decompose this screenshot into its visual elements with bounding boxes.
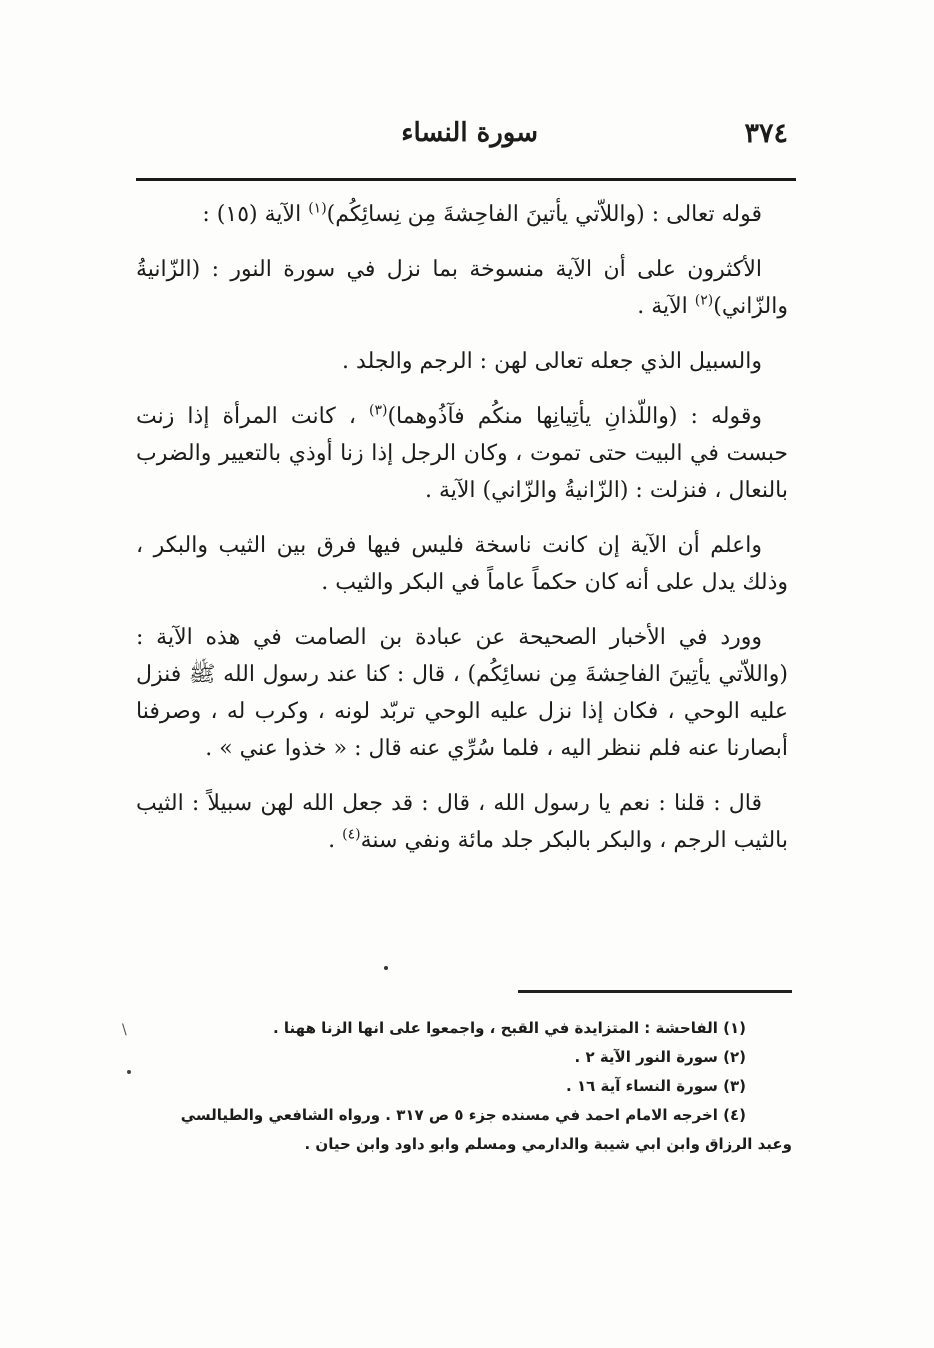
body-text <box>136 196 788 873</box>
margin-speck <box>127 1070 131 1074</box>
paragraph-verse-16: وقوله : (واللّذانِ يأتِيانِها منكُم فآذُوهما)$^{(٣)}$ ، كانت المرأة إذا زنت حبست في البيت حتى تموت ، وكان الرجل إذا زنا أوذي بالتعيير والضرب بالنعال ، فنزلت : (الزّانيةُ والزّاني) الآية . <box>136 402 788 503</box>
paragraph-hadith: وورد في الأخبار الصحيحة عن عبادة بن الصامت في هذه الآية : (واللاّتي يأتِينَ الفاحِشةَ مِن نسائِكُم) ، قال : كنا عند رسول الله ﷺ فنزل عليه الوحي ، فكان إذا نزل عليه الوحي تربّد لونه ، وكرب له ، وصرفنا أبصارنا عنه فلم ننظر اليه ، فلما سُرِّي عنه قال : « خذوا عني » . <box>136 625 788 761</box>
page-header <box>140 118 796 162</box>
paragraph-verse-15: قوله تعالى : (واللاّتي يأتينَ الفاحِشةَ مِن نِسائِكُم)$^{(١)}$ الآية (١٥) : <box>202 200 762 227</box>
footnote-rule <box>518 990 792 993</box>
footnote-2: (٢) سورة النور الآية ٢ . <box>574 1048 746 1066</box>
footnote-1: (١) الفاحشة : المتزايدة في القبح ، واجمعوا على انها الزنا ههنا . <box>272 1019 746 1037</box>
footnotes <box>136 1014 792 1159</box>
paragraph-general-ruling: واعلم أن الآية إن كانت ناسخة فليس فيها فرق بين الثيب والبكر ، وذلك يدل على أنه كان حكماً عاماً في البكر والثيب . <box>136 533 788 595</box>
paragraph-ruling: قال : قلنا : نعم يا رسول الله ، قال : قد جعل الله لهن سبيلاً : الثيب بالثيب الرجم ، والبكر بالبكر جلد مائة ونفي سنة$^{(٤)}$ . <box>136 791 788 853</box>
ink-speck <box>384 966 388 970</box>
margin-mark: \ <box>122 1022 127 1038</box>
footnote-4: (٤) اخرجه الامام احمد في مسنده جزء ٥ ص ٣١٧ . ورواه الشافعي والطيالسي <box>180 1106 746 1124</box>
footnote-ref-3: (٣) <box>368 402 388 419</box>
header-rule <box>136 178 796 181</box>
footnote-3: (٣) سورة النساء آية ١٦ . <box>566 1077 746 1095</box>
footnote-ref-4: (٤) <box>342 826 361 843</box>
paragraph-abrogation: الأكثرون على أن الآية منسوخة بما نزل في سورة النور : (الزّانيةُ والزّاني)$^{(٢)}$ الآية . <box>136 257 788 319</box>
footnote-4-continued: وعبد الرزاق وابن ابي شيبة والدارمي ومسلم وابو داود وابن حيان . <box>304 1135 792 1153</box>
running-title: سورة النساء <box>401 118 538 148</box>
footnote-ref-2: (٢) <box>694 292 714 309</box>
footnote-ref-1: (١) <box>308 200 327 217</box>
paragraph-path: والسبيل الذي جعله تعالى لهن : الرجم والجلد . <box>342 349 762 374</box>
page-number: ٣٧٤ <box>744 118 788 149</box>
